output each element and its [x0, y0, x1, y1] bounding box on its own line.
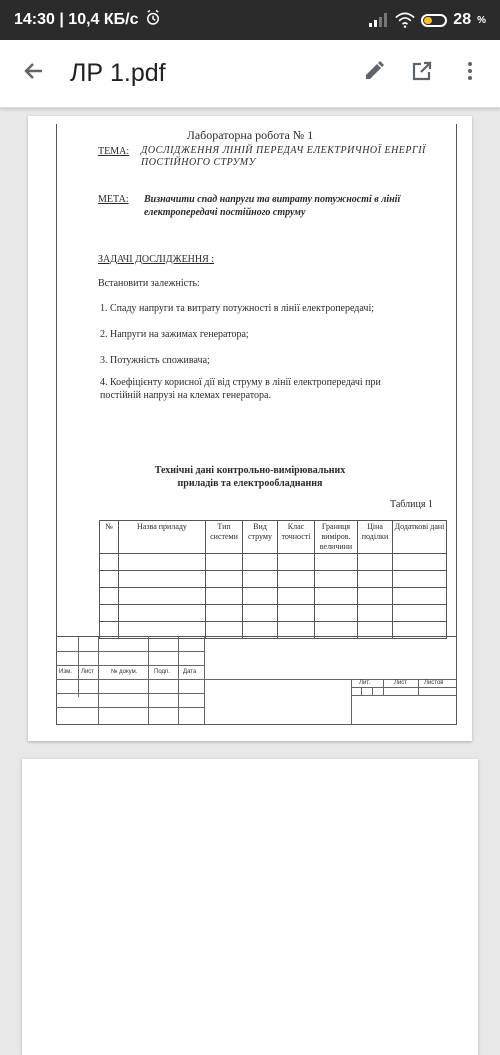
task-item: 2. Напруги на зажимах генератора;: [100, 329, 249, 340]
stamp-label: Листов: [424, 680, 444, 686]
tech-title-line: Технічні дані контрольно-вимірювальних: [154, 465, 346, 476]
task-item: 4. Коефіцієнту корисної дії від струму в лінії електропередачі при постійній напрузі на клемах генератора.: [100, 377, 381, 401]
status-right: [369, 11, 486, 29]
tasks-title: ЗАДАЧІ ДОСЛІДЖЕННЯ :: [98, 254, 215, 265]
status-bar: [0, 0, 500, 40]
table-header: Додаткові дані: [393, 521, 447, 554]
table-caption: Таблиця 1: [390, 499, 433, 510]
task-item: 3. Потужність споживача;: [100, 355, 210, 366]
tema-label: ТЕМА:: [98, 146, 130, 157]
tech-data-table: [99, 520, 447, 639]
signal-icon: [369, 13, 389, 27]
stamp-label: Изм.: [59, 669, 72, 675]
tema-text: ДОСЛІДЖЕННЯ ЛІНІЙ ПЕРЕДАЧ ЕЛЕКТРИЧНОЇ ЕНЕРГІЇ ПОСТІЙНОГО СТРУМУ: [141, 145, 426, 168]
battery-icon: [421, 14, 447, 27]
meta-label: МЕТА:: [98, 194, 129, 205]
pdf-page-1: [28, 116, 472, 741]
back-arrow-icon: [22, 59, 46, 88]
frame-line-right: [456, 124, 457, 724]
time-network-speed: 14:30 | 10,4 КБ/с: [14, 11, 139, 28]
table-header: Вид струму: [243, 521, 278, 554]
table-header: Клас точності: [278, 521, 315, 554]
table-row: [100, 554, 447, 571]
edit-pencil-icon: [362, 59, 386, 88]
stamp-label: Лит.: [359, 680, 371, 686]
tech-title-line: приладів та електрообладнання: [177, 478, 323, 489]
battery-unit: %: [477, 14, 486, 26]
open-external-button[interactable]: [398, 50, 446, 98]
table-row: [100, 588, 447, 605]
title-block-stamp: [56, 636, 457, 725]
stamp-label: Лист: [394, 680, 408, 686]
stamp-label: Подп.: [154, 669, 170, 675]
table-header: №: [100, 521, 119, 554]
table-row: [100, 605, 447, 622]
document-title: ЛР 1.pdf: [70, 59, 166, 87]
stamp-label: Дата: [183, 669, 197, 675]
tech-data-title: [28, 464, 472, 490]
more-vert-icon: [458, 59, 482, 88]
table-header: Границя виміров. величини: [315, 521, 358, 554]
meta-text: Визначити спад напруги та витрату потужності в лінії електропередачі постійного струму: [144, 194, 401, 218]
frame-line-left: [56, 124, 57, 724]
stamp-label: № докум.: [111, 669, 138, 675]
tasks-intro: Встановити залежність:: [98, 278, 200, 289]
table-row: [100, 571, 447, 588]
task-item: 1. Спаду напруги та витрату потужності в лінії електропередачі;: [100, 303, 375, 314]
lab-title: Лабораторна робота № 1: [186, 128, 314, 142]
edit-button[interactable]: [350, 50, 398, 98]
alarm-off-icon: [144, 9, 162, 32]
table-header-row: [100, 521, 447, 554]
toolbar-actions: [350, 50, 494, 98]
table-header: Ціна поділки: [358, 521, 393, 554]
back-button[interactable]: [10, 50, 58, 98]
more-options-button[interactable]: [446, 50, 494, 98]
wifi-icon: [395, 12, 415, 28]
stamp-label: Лист: [81, 669, 95, 675]
battery-level: 28: [453, 11, 472, 28]
table-header: Тип системи: [206, 521, 243, 554]
open-external-icon: [410, 59, 434, 88]
pdf-page-2: [22, 759, 478, 1055]
app-toolbar: [0, 40, 500, 108]
table-header: Назва приладу: [119, 521, 206, 554]
pdf-viewer[interactable]: [0, 108, 500, 1055]
status-left: [14, 9, 162, 32]
